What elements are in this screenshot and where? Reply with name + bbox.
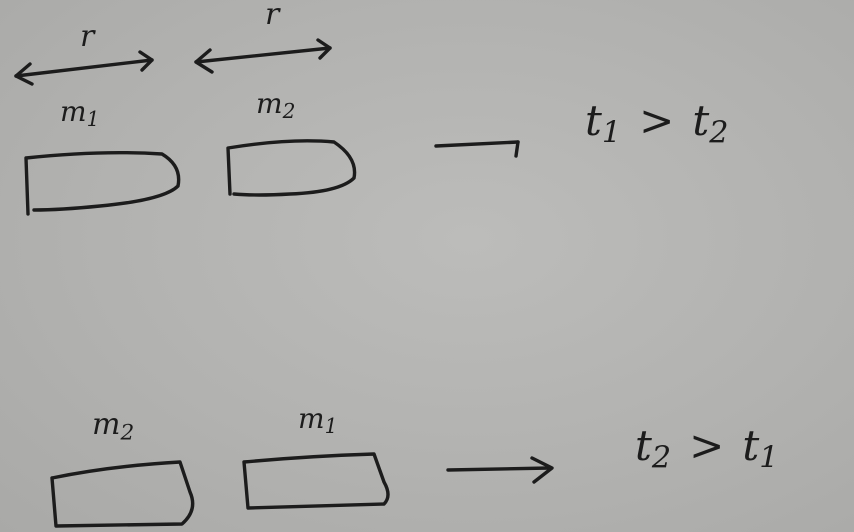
distance-arrow-left (16, 52, 152, 84)
block-m2-bottom (52, 462, 193, 526)
result-arrow-bottom (448, 458, 552, 482)
distance-arrow-right (196, 40, 330, 72)
block-m1-bottom (244, 454, 388, 508)
mass-label-m2-bottom: $m_2$ (92, 407, 135, 446)
block-m2-top (228, 141, 355, 195)
time-relation-top: $t_1 > t_2$ (585, 96, 729, 151)
mass-label-m1-top: $m_1$ (60, 95, 100, 132)
result-arrow-top (436, 142, 518, 156)
block-m1-top (26, 153, 179, 214)
distance-label-left: r (80, 19, 95, 54)
distance-label-right: r (265, 0, 280, 32)
mass-label-m1-bottom: $m_1$ (298, 402, 338, 439)
mass-label-m2-top: $m_2$ (256, 87, 296, 124)
time-relation-bottom: $t_2 > t_1$ (635, 421, 779, 476)
